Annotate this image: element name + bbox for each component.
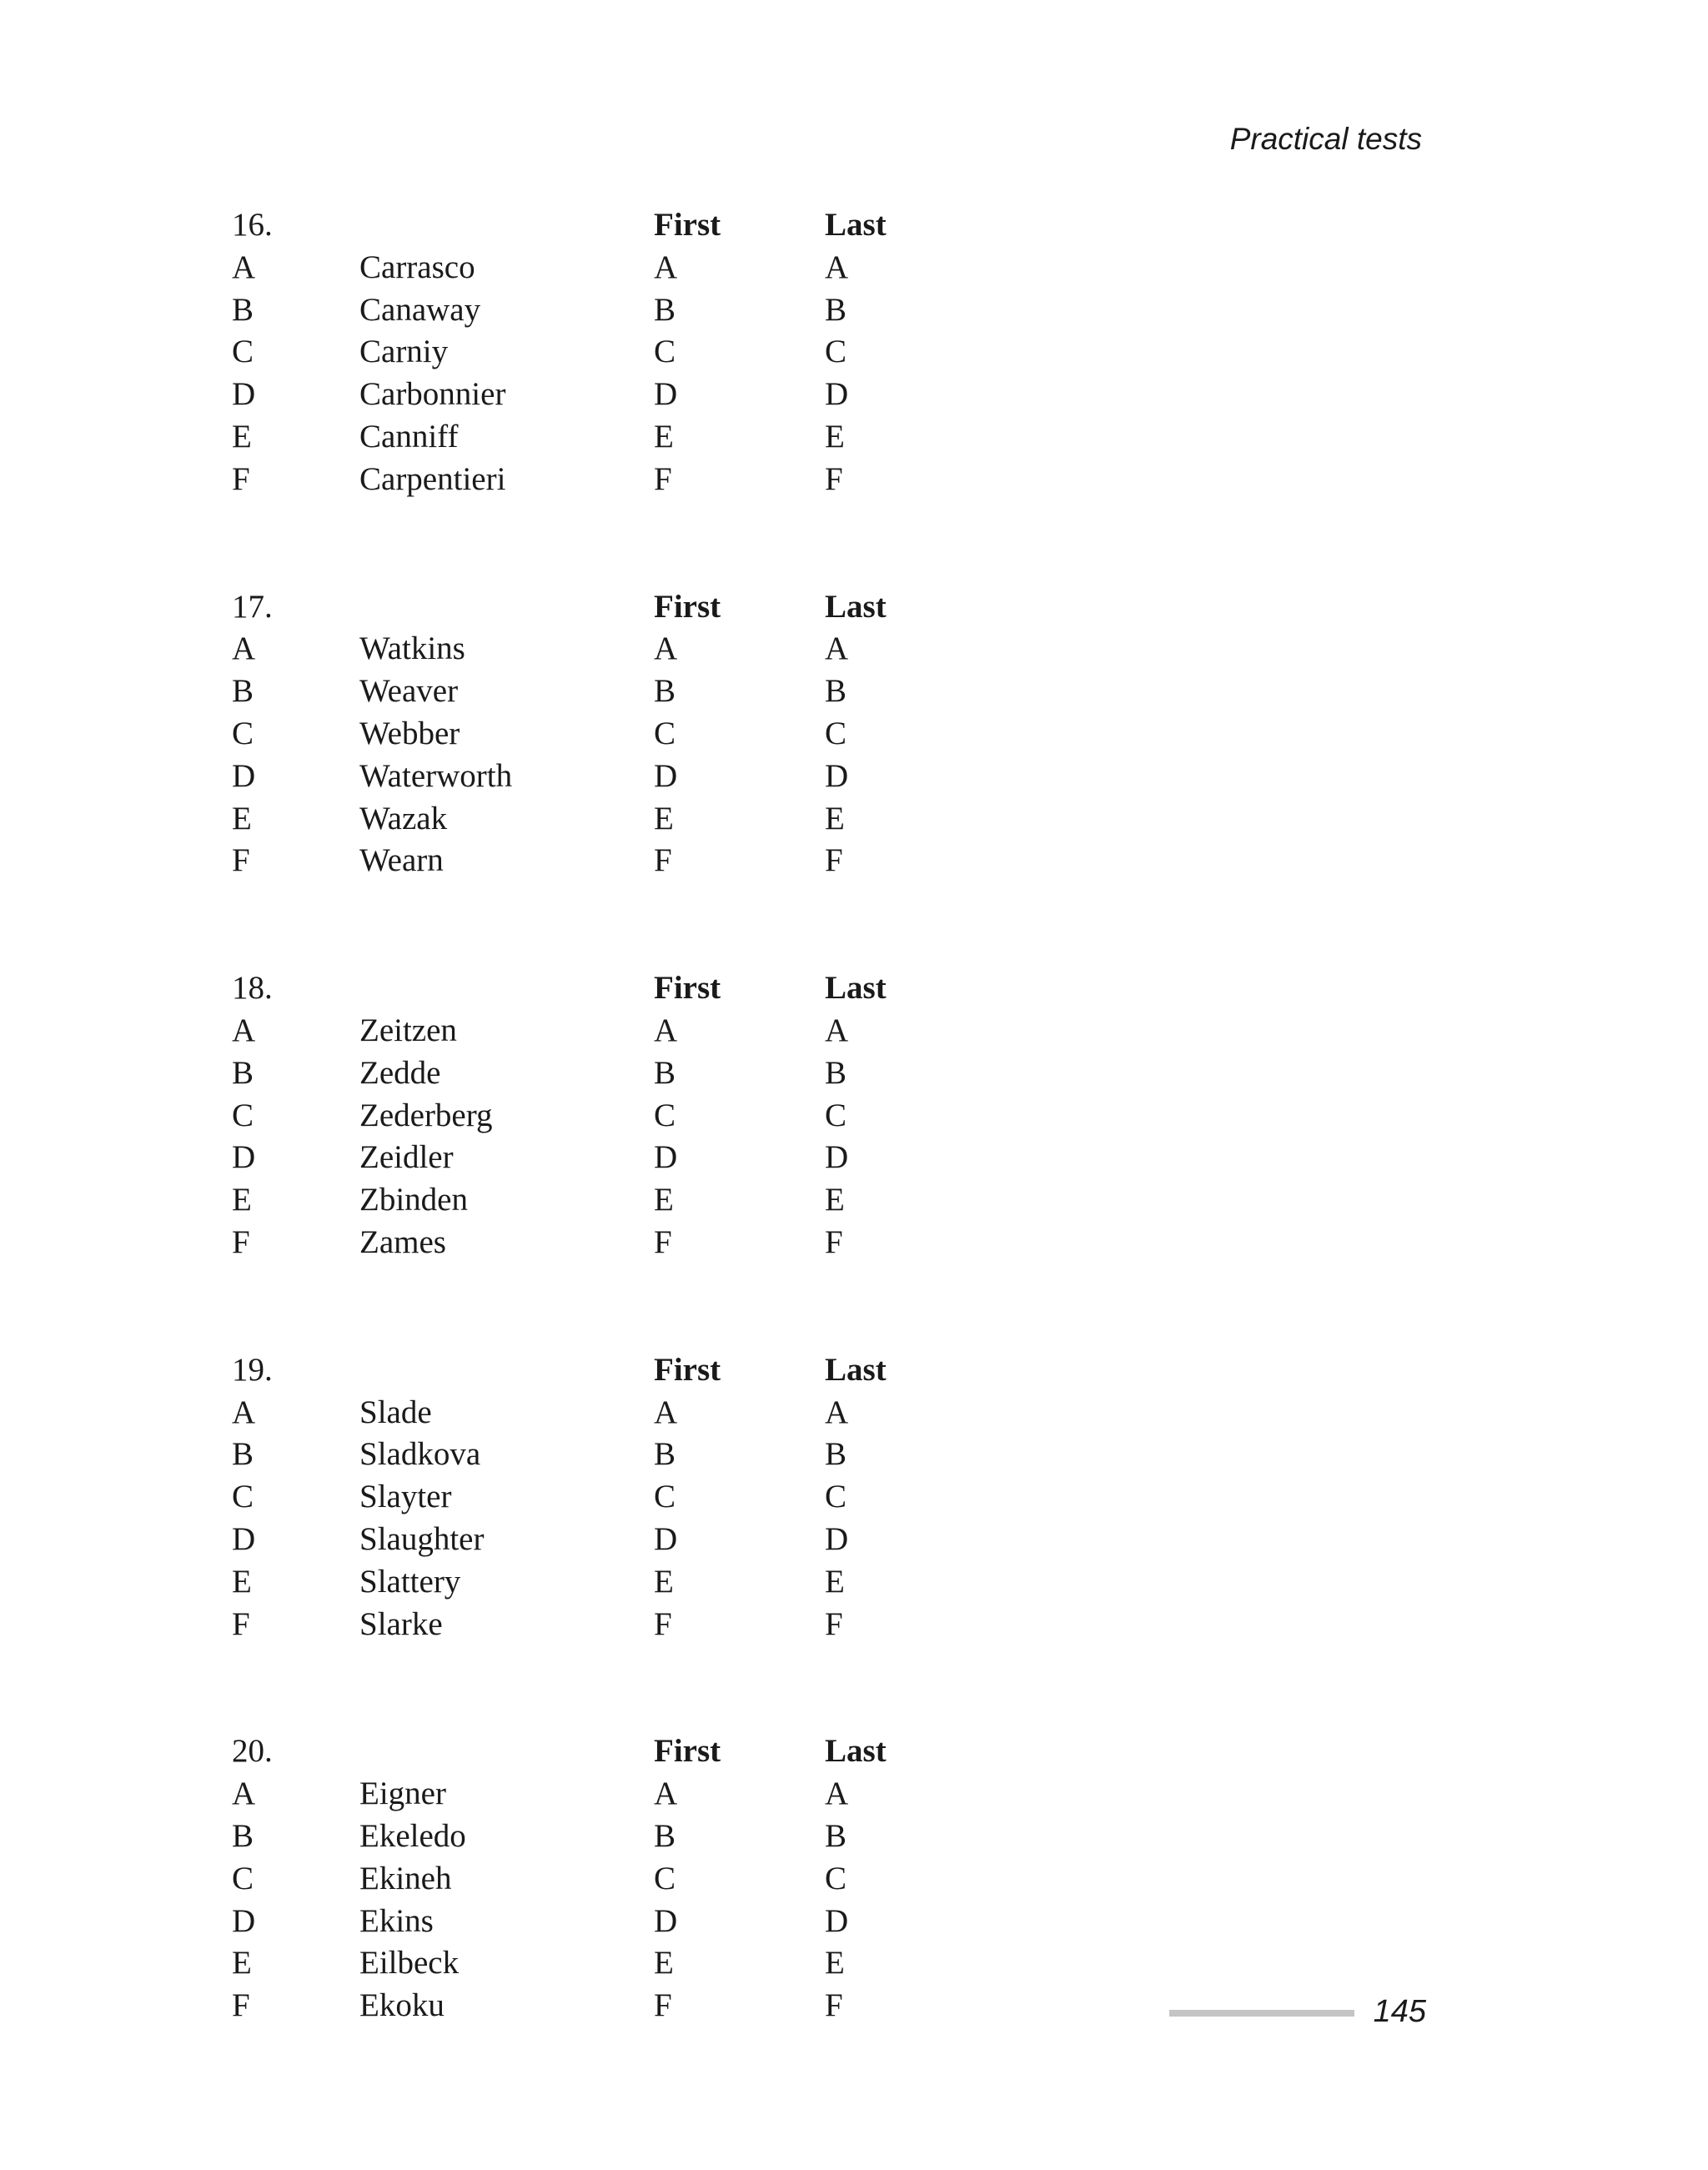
last-choice[interactable]: C — [825, 1479, 847, 1515]
option-row — [232, 1222, 982, 1264]
first-choice[interactable]: F — [654, 1223, 672, 1260]
option-row — [232, 756, 982, 798]
option-letter: B — [232, 291, 254, 328]
option-row — [232, 840, 982, 882]
first-choice[interactable]: A — [654, 1394, 678, 1430]
question-number: 20. — [232, 1733, 273, 1770]
last-choice[interactable]: F — [825, 1605, 843, 1642]
first-column-header: First — [654, 207, 721, 243]
option-name: Zames — [359, 1223, 446, 1260]
option-row — [232, 1010, 982, 1052]
option-row — [232, 1561, 982, 1604]
option-name: Watkins — [359, 630, 465, 667]
question-19 — [232, 1349, 982, 1646]
option-letter: E — [232, 418, 252, 455]
last-choice[interactable]: F — [825, 1987, 843, 2024]
option-name: Carpentieri — [359, 460, 506, 497]
option-name: Slayter — [359, 1479, 452, 1515]
first-choice[interactable]: D — [654, 757, 678, 794]
first-choice[interactable]: F — [654, 460, 672, 497]
option-row — [232, 1095, 982, 1138]
question-header — [232, 586, 982, 629]
option-row — [232, 798, 982, 841]
footer-rule — [1169, 2010, 1354, 2017]
first-choice[interactable]: E — [654, 1182, 674, 1218]
first-column-header: First — [654, 1351, 721, 1388]
option-row — [232, 1434, 982, 1476]
last-choice[interactable]: C — [825, 715, 847, 751]
option-row — [232, 1519, 982, 1561]
first-choice[interactable]: A — [654, 630, 678, 667]
option-name: Ekoku — [359, 1987, 445, 2024]
option-row — [232, 1985, 982, 2027]
option-name: Eilbeck — [359, 1945, 460, 1982]
option-name: Zeitzen — [359, 1012, 457, 1048]
question-header — [232, 967, 982, 1010]
first-choice[interactable]: C — [654, 1097, 676, 1133]
last-choice[interactable]: A — [825, 249, 849, 285]
first-choice[interactable]: A — [654, 1776, 678, 1812]
last-choice[interactable]: A — [825, 1012, 849, 1048]
option-letter: A — [232, 249, 256, 285]
last-choice[interactable]: B — [825, 1054, 847, 1091]
option-name: Slaughter — [359, 1520, 485, 1557]
question-number: 18. — [232, 970, 273, 1007]
option-letter: E — [232, 1945, 252, 1982]
question-number: 16. — [232, 207, 273, 243]
option-name: Zederberg — [359, 1097, 493, 1133]
option-letter: C — [232, 334, 254, 370]
question-17 — [232, 586, 982, 883]
page-number: 145 — [1373, 1994, 1426, 2029]
option-letter: D — [232, 1520, 256, 1557]
option-letter: D — [232, 1902, 256, 1939]
name-column-spacer — [359, 1349, 654, 1392]
option-name: Wearn — [359, 842, 444, 879]
option-row — [232, 1858, 982, 1901]
option-letter: C — [232, 1097, 254, 1133]
option-row — [232, 1816, 982, 1858]
last-choice[interactable]: D — [825, 376, 849, 413]
first-choice[interactable]: C — [654, 334, 676, 370]
option-row — [232, 1137, 982, 1179]
option-letter: B — [232, 673, 254, 710]
running-head: Practical tests — [1229, 122, 1422, 156]
first-choice[interactable]: D — [654, 1520, 678, 1557]
first-choice[interactable]: B — [654, 1817, 676, 1854]
last-column-header: Last — [825, 1351, 887, 1388]
option-name: Carniy — [359, 334, 449, 370]
option-letter: F — [232, 842, 250, 879]
name-column-spacer — [359, 967, 654, 1010]
last-choice[interactable]: A — [825, 1394, 849, 1430]
option-name: Eigner — [359, 1776, 446, 1812]
option-row — [232, 289, 982, 332]
question-header — [232, 204, 982, 247]
option-name: Sladkova — [359, 1436, 481, 1473]
option-letter: C — [232, 715, 254, 751]
first-choice[interactable]: B — [654, 291, 676, 328]
option-letter: D — [232, 376, 256, 413]
option-letter: F — [232, 1605, 250, 1642]
option-letter: D — [232, 757, 256, 794]
option-letter: C — [232, 1860, 254, 1896]
last-choice[interactable]: A — [825, 1776, 849, 1812]
question-header — [232, 1349, 982, 1392]
first-choice[interactable]: B — [654, 673, 676, 710]
last-choice[interactable]: C — [825, 1097, 847, 1133]
option-letter: E — [232, 800, 252, 836]
last-choice[interactable]: E — [825, 418, 845, 455]
first-choice[interactable]: E — [654, 1945, 674, 1982]
option-name: Canniff — [359, 418, 459, 455]
option-row — [232, 416, 982, 459]
option-letter: B — [232, 1054, 254, 1091]
last-column-header: Last — [825, 207, 887, 243]
question-16 — [232, 204, 982, 501]
first-choice[interactable]: F — [654, 842, 672, 879]
option-letter: A — [232, 630, 256, 667]
option-letter: E — [232, 1182, 252, 1218]
option-name: Ekeledo — [359, 1817, 466, 1854]
first-column-header: First — [654, 1733, 721, 1770]
option-row — [232, 459, 982, 501]
last-choice[interactable]: D — [825, 757, 849, 794]
option-name: Zeidler — [359, 1139, 454, 1176]
option-name: Zedde — [359, 1054, 441, 1091]
option-row — [232, 1604, 982, 1646]
first-choice[interactable]: D — [654, 376, 678, 413]
option-row — [232, 1901, 982, 1943]
option-row — [232, 374, 982, 416]
name-column-spacer — [359, 1730, 654, 1773]
first-choice[interactable]: E — [654, 1563, 674, 1600]
last-choice[interactable]: C — [825, 1860, 847, 1896]
last-choice[interactable]: E — [825, 800, 845, 836]
last-column-header: Last — [825, 1733, 887, 1770]
option-row — [232, 713, 982, 756]
last-column-header: Last — [825, 588, 887, 625]
option-letter: B — [232, 1817, 254, 1854]
first-choice[interactable]: C — [654, 715, 676, 751]
option-letter: B — [232, 1436, 254, 1473]
question-18 — [232, 967, 982, 1264]
last-choice[interactable]: F — [825, 1223, 843, 1260]
option-name: Zbinden — [359, 1182, 468, 1218]
option-name: Weaver — [359, 673, 459, 710]
option-name: Carrasco — [359, 249, 475, 285]
option-letter: A — [232, 1012, 256, 1048]
option-row — [232, 1179, 982, 1222]
option-row — [232, 671, 982, 713]
first-choice[interactable]: D — [654, 1902, 678, 1939]
last-choice[interactable]: B — [825, 1436, 847, 1473]
option-row — [232, 628, 982, 671]
question-header — [232, 1730, 982, 1773]
last-choice[interactable]: E — [825, 1182, 845, 1218]
option-letter: F — [232, 1987, 250, 2024]
option-letter: F — [232, 460, 250, 497]
last-choice[interactable]: D — [825, 1139, 849, 1176]
option-letter: D — [232, 1139, 256, 1176]
option-row — [232, 247, 982, 289]
last-choice[interactable]: F — [825, 460, 843, 497]
option-letter: C — [232, 1479, 254, 1515]
last-choice[interactable]: B — [825, 291, 847, 328]
option-name: Slade — [359, 1394, 432, 1430]
first-choice[interactable]: A — [654, 249, 678, 285]
last-choice[interactable]: D — [825, 1902, 849, 1939]
question-number: 17. — [232, 588, 273, 625]
last-choice[interactable]: D — [825, 1520, 849, 1557]
option-row — [232, 1052, 982, 1095]
last-column-header: Last — [825, 970, 887, 1007]
option-letter: F — [232, 1223, 250, 1260]
option-name: Webber — [359, 715, 460, 751]
last-choice[interactable]: B — [825, 673, 847, 710]
option-name: Slattery — [359, 1563, 461, 1600]
first-choice[interactable]: C — [654, 1860, 676, 1896]
last-choice[interactable]: E — [825, 1945, 845, 1982]
option-name: Carbonnier — [359, 376, 506, 413]
first-choice[interactable]: F — [654, 1605, 672, 1642]
option-row — [232, 331, 982, 374]
question-list — [232, 204, 982, 2027]
name-column-spacer — [359, 204, 654, 247]
option-name: Wazak — [359, 800, 448, 836]
first-choice[interactable]: F — [654, 1987, 672, 2024]
last-choice[interactable]: F — [825, 842, 843, 879]
option-name: Ekins — [359, 1902, 434, 1939]
option-letter: A — [232, 1394, 256, 1430]
option-name: Canaway — [359, 291, 481, 328]
last-choice[interactable]: E — [825, 1563, 845, 1600]
question-number: 19. — [232, 1351, 273, 1388]
first-choice[interactable]: D — [654, 1139, 678, 1176]
last-choice[interactable]: A — [825, 630, 849, 667]
first-choice[interactable]: E — [654, 800, 674, 836]
last-choice[interactable]: C — [825, 334, 847, 370]
option-row — [232, 1942, 982, 1985]
option-row — [232, 1773, 982, 1816]
first-column-header: First — [654, 588, 721, 625]
option-name: Waterworth — [359, 757, 513, 794]
first-choice[interactable]: B — [654, 1436, 676, 1473]
option-row — [232, 1476, 982, 1519]
option-letter: A — [232, 1776, 256, 1812]
option-name: Ekineh — [359, 1860, 452, 1896]
option-row — [232, 1392, 982, 1434]
first-choice[interactable]: B — [654, 1054, 676, 1091]
first-choice[interactable]: E — [654, 418, 674, 455]
option-letter: E — [232, 1563, 252, 1600]
name-column-spacer — [359, 586, 654, 629]
first-choice[interactable]: A — [654, 1012, 678, 1048]
first-column-header: First — [654, 970, 721, 1007]
question-20 — [232, 1730, 982, 2027]
first-choice[interactable]: C — [654, 1479, 676, 1515]
last-choice[interactable]: B — [825, 1817, 847, 1854]
option-name: Slarke — [359, 1605, 443, 1642]
